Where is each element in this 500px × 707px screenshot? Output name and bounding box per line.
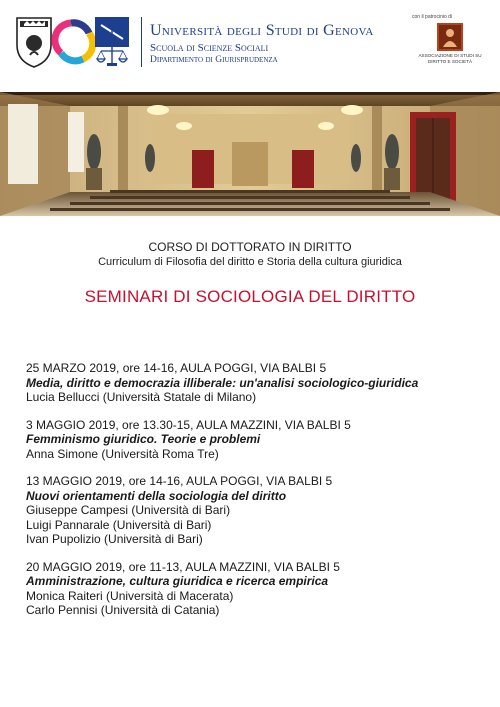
seminar-title: SEMINARI DI SOCIOLOGIA DEL DIRITTO — [84, 287, 416, 306]
page-header — [0, 0, 500, 90]
session-topic: Femminismo giuridico. Teorie e problemi — [26, 432, 261, 446]
association-name: ASSOCIAZIONE DI STUDI SU DIRITTO E SOCIETÀ — [418, 53, 482, 64]
session-speaker: Giuseppe Campesi (Università di Bari) — [26, 503, 231, 517]
session-item — [26, 361, 486, 405]
session-topic: Nuovi orientamenti della sociologia del diritto — [26, 488, 287, 503]
session-speaker: Anna Simone (Università Roma Tre) — [26, 446, 219, 461]
session-item — [26, 474, 486, 547]
session-topic: Media, diritto e democrazia illiberale: un'analisi sociologico-giuridica — [26, 375, 419, 390]
university-logos — [15, 15, 133, 69]
header-divider — [141, 17, 142, 67]
scales-of-justice-icon — [95, 17, 129, 66]
session-date: 20 MAGGIO 2019, ore 11-13, AULA MAZZINI, VIA BALBI 5 — [26, 559, 340, 574]
school-name: Scuola di Scienze Sociali — [150, 42, 269, 54]
curriculum-subheading: Curriculum di Filosofia del diritto e Storia della cultura giuridica — [98, 256, 402, 268]
course-heading: CORSO DI DOTTORATO IN DIRITTO — [148, 240, 352, 254]
session-speaker: Ivan Pupolizio (Università di Bari) — [26, 532, 203, 546]
session-speaker: Lucia Bellucci (Università Statale di Milano) — [26, 390, 257, 404]
session-speaker: Luigi Pannarale (Università di Bari) — [26, 517, 212, 532]
university-shield-icon — [17, 18, 51, 67]
association-logo-icon — [437, 23, 463, 51]
school-color-logo — [55, 23, 93, 61]
session-item — [26, 418, 486, 462]
session-topic: Amministrazione, cultura giuridica e ricerca empirica — [26, 574, 329, 588]
session-speaker: Carlo Pennisi (Università di Catania) — [26, 603, 220, 617]
seminar-sessions — [26, 361, 486, 631]
session-item — [26, 560, 486, 618]
session-date: 3 MAGGIO 2019, ore 13.30-15, AULA MAZZINI, VIA BALBI 5 — [26, 417, 351, 432]
session-date: 25 MARZO 2019, ore 14-16, AULA POGGI, VIA BALBI 5 — [26, 361, 327, 375]
hall-photo-banner — [0, 92, 500, 216]
session-date: 13 MAGGIO 2019, ore 14-16, AULA POGGI, VIA BALBI 5 — [26, 474, 333, 488]
university-name: Università degli Studi di Genova — [150, 22, 374, 39]
patronage-label: con il patrocinio di — [412, 14, 453, 20]
department-name: Dipartimento di Giurisprudenza — [150, 55, 278, 65]
session-speaker: Monica Raiteri (Università di Macerata) — [26, 588, 234, 603]
patronage-block — [412, 14, 488, 65]
